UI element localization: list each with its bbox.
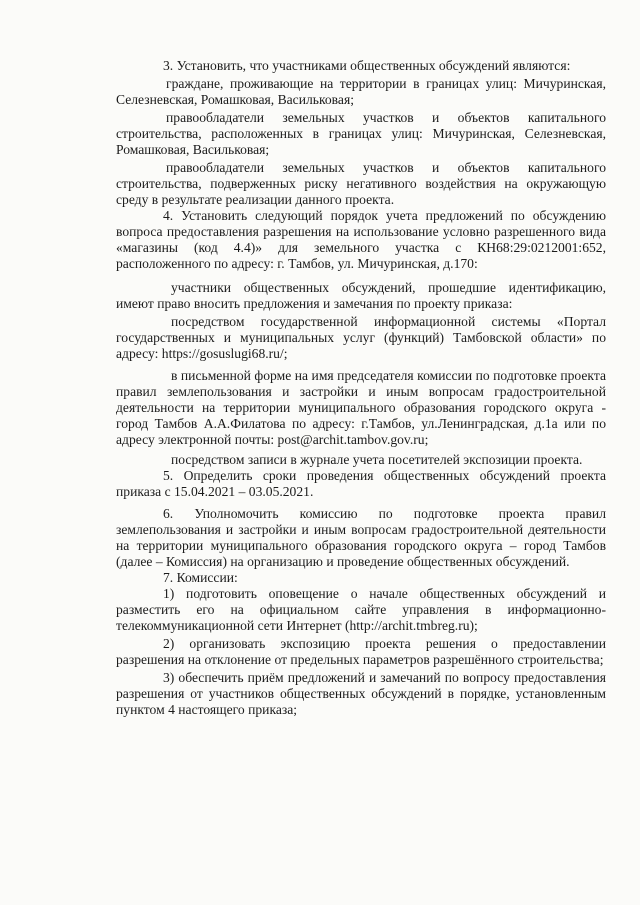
document-page xyxy=(116,58,606,718)
paragraph-in-writing: в письменной форме на имя председателя комиссии по подготовке проекта правил землепользования и застройки и иным вопросам градостроительной деятельности на территории муниципального образования городского округа - город Тамбов А.А.Филатова по адресу: г.Тамбов, ул.Ленинградская, д.1а или по адресу электронной почты: post@archit.tambov.gov.ru; xyxy=(116,368,606,447)
paragraph-participants-rights: участники общественных обсуждений, прошедшие идентификацию, имеют право вносить предложения и замечания по проекту приказа: xyxy=(116,280,606,311)
paragraph-via-portal: посредством государственной информационной системы «Портал государственных и муниципальных услуг (функций) Тамбовской области» по адресу: https://gosuslugi68.ru/; xyxy=(116,314,606,361)
paragraph-participants-residents: граждане, проживающие на территории в границах улиц: Мичуринская, Селезневская, Ромашковая, Васильковая; xyxy=(116,76,606,107)
paragraph-participants-owners-within: правообладатели земельных участков и объектов капитального строительства, расположенных в границах улиц: Мичуринская, Селезневская, Ромашковая, Васильковая; xyxy=(116,110,606,157)
paragraph-journal-record: посредством записи в журнале учета посетителей экспозиции проекта. xyxy=(171,452,583,467)
paragraph-3-participants: 3. Установить, что участниками общественных обсуждений являются: xyxy=(163,58,571,73)
paragraph-7-item-3: 3) обеспечить приём предложений и замечаний по вопросу предоставления разрешения от участников общественных обсуждений в порядке, установленным пунктом 4 настоящего приказа; xyxy=(116,670,606,717)
paragraph-4-procedure: 4. Установить следующий порядок учета предложений по обсуждению вопроса предоставления разрешения на использование условно разрешенного вида «магазины (код 4.4)» для земельного участка с КН68:29:0212001:652, расположенного по адресу: г. Тамбов, ул. Мичуринская, д.170: xyxy=(116,208,606,271)
paragraph-6-commission: 6. Уполномочить комиссию по подготовке проекта правил землепользования и застройки и иным вопросам градостроительной деятельности на территории муниципального образования городского округа – город Тамбов (далее – Комиссия) на организацию и проведение общественных обсуждений. xyxy=(116,506,606,569)
paragraph-7-item-1: 1) подготовить оповещение о начале общественных обсуждений и разместить его на официальном сайте управления в информационно-телекоммуникационной сети Интернет (http://archit.tmbreg.ru); xyxy=(116,586,606,633)
paragraph-7-item-2: 2) организовать экспозицию проекта решения о предоставлении разрешения на отклонение от предельных параметров разрешённого строительства; xyxy=(116,636,606,667)
paragraph-participants-owners-affected: правообладатели земельных участков и объектов капитального строительства, подверженных риску негативного воздействия на окружающую среду в результате реализации данного проекта. xyxy=(116,160,606,207)
paragraph-5-dates: 5. Определить сроки проведения общественных обсуждений проекта приказа с 15.04.2021 – 03.05.2021. xyxy=(116,468,606,499)
paragraph-7-heading: 7. Комиссии: xyxy=(163,570,238,585)
